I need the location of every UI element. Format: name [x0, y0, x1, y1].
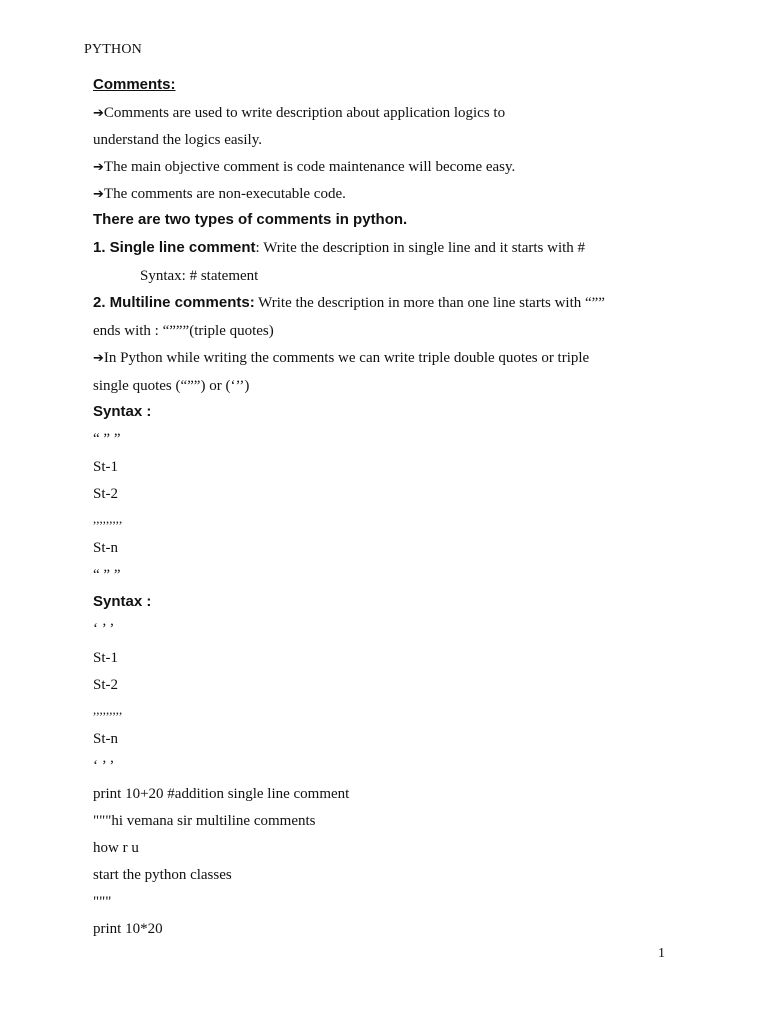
comments-heading: Comments: [93, 76, 176, 93]
arrow-right-icon: ➔ [93, 160, 104, 175]
paragraph-3-text: The comments are non-executable code. [103, 186, 346, 202]
syntax-2-st1: St-1 [93, 650, 119, 666]
syntax-2-stn: St-n [93, 731, 119, 747]
paragraph-1-text: Comments are used to write description about application logics to [103, 105, 506, 121]
syntax-1-open-quotes: “ ” ” [93, 431, 121, 447]
single-line-syntax: Syntax: # statement [140, 268, 259, 284]
paragraph-3 [93, 185, 346, 204]
multiline-description-line-2: ends with : “”””(triple quotes) [93, 323, 274, 339]
syntax-1-stn: St-n [93, 540, 119, 556]
page-number: 1 [658, 946, 665, 961]
syntax-1-close-quotes: “ ” ” [93, 567, 121, 583]
multiline-comment [93, 294, 605, 312]
single-line-description: : Write the description in single line and it starts with # [255, 240, 586, 256]
code-line-6: print 10*20 [93, 921, 163, 937]
paragraph-4-text: In Python while writing the comments we can write triple double quotes or triple [103, 350, 590, 366]
syntax-2-st2: St-2 [93, 677, 119, 693]
single-line-label: 1. Single line comment [93, 239, 256, 256]
types-heading: There are two types of comments in python. [93, 211, 408, 228]
syntax-2-dots: ,,,,,,,,, [93, 702, 123, 717]
single-line-comment [93, 239, 585, 257]
paragraph-4-line-1 [93, 349, 589, 368]
syntax-2-close-quotes: ‘ ’ ’ [93, 758, 115, 774]
syntax-2-open-quotes: ‘ ’ ’ [93, 621, 115, 637]
paragraph-4-line-2: single quotes (“””) or (‘’’) [93, 378, 250, 394]
syntax-2-heading: Syntax : [93, 593, 152, 610]
multiline-description: Write the description in more than one line starts with “”” [254, 295, 605, 311]
paragraph-2-text: The main objective comment is code maintenance will become easy. [103, 159, 516, 175]
paragraph-1-line-2: understand the logics easily. [93, 132, 262, 148]
code-line-5: """ [93, 894, 112, 910]
paragraph-2 [93, 158, 515, 177]
paragraph-1-line-1 [93, 104, 505, 123]
arrow-right-icon: ➔ [93, 351, 104, 366]
syntax-1-dots: ,,,,,,,,, [93, 511, 123, 526]
code-line-3: how r u [93, 840, 139, 856]
syntax-1-st2: St-2 [93, 486, 119, 502]
code-line-2: """hi vemana sir multiline comments [93, 813, 316, 829]
arrow-right-icon: ➔ [93, 106, 104, 121]
page-header-title: PYTHON [84, 42, 142, 57]
code-line-1: print 10+20 #addition single line comment [93, 786, 350, 802]
syntax-1-heading: Syntax : [93, 403, 152, 420]
code-line-4: start the python classes [93, 867, 232, 883]
multiline-label: 2. Multiline comments: [93, 294, 255, 311]
arrow-right-icon: ➔ [93, 187, 104, 202]
syntax-1-st1: St-1 [93, 459, 119, 475]
